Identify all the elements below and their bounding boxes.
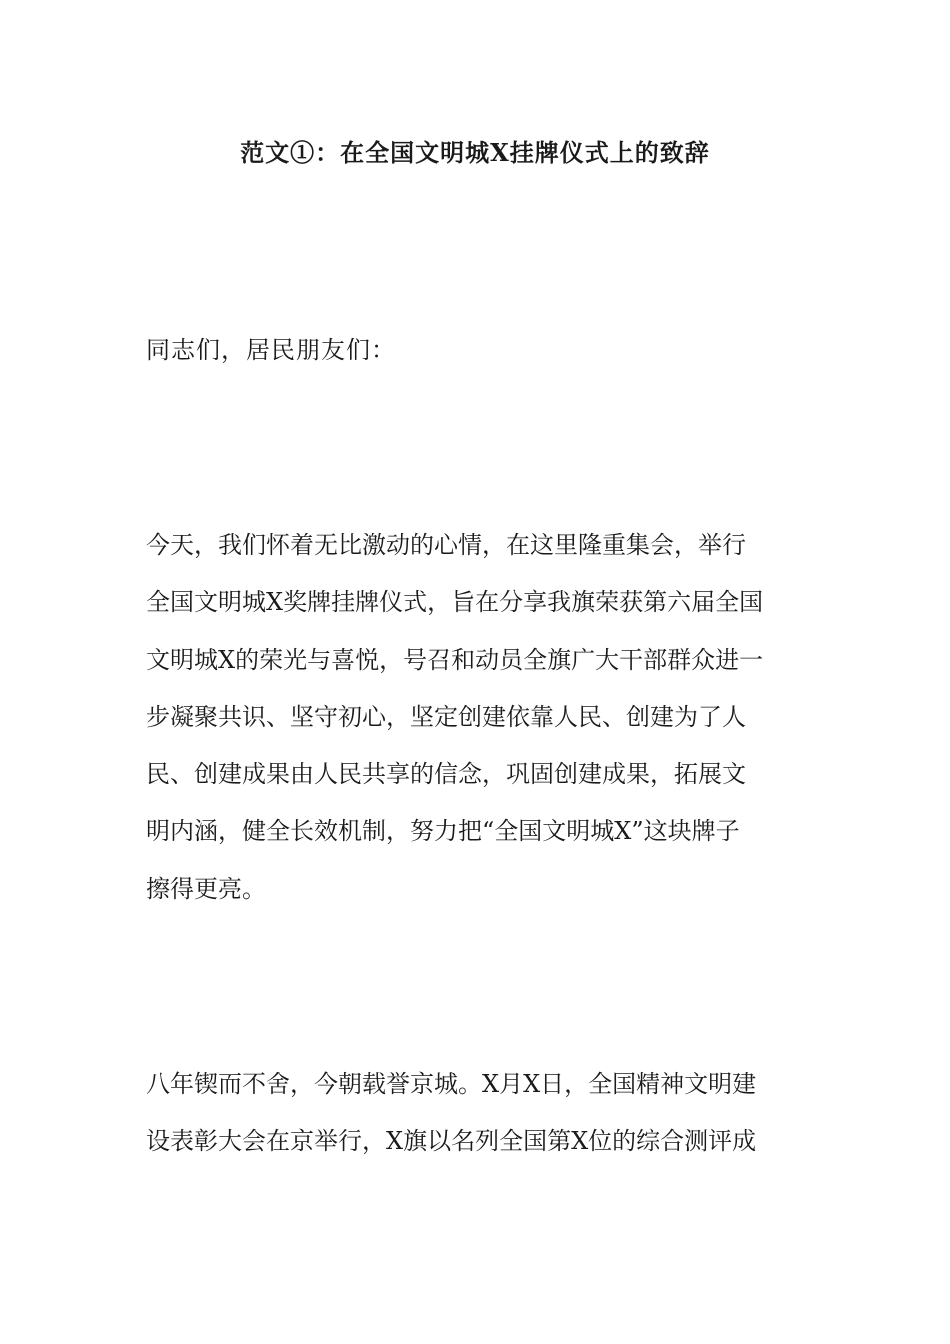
paragraph-line: 文明城X的荣光与喜悦，号召和动员全旗广大干部群众进一 — [146, 645, 764, 674]
paragraph-line: 擦得更亮。 — [146, 874, 266, 903]
paragraph-line: 今天，我们怀着无比激动的心情，在这里隆重集会，举行 — [146, 531, 746, 559]
paragraph-line: 民、创建成果由人民共享的信念，巩固创建成果，拓展文 — [146, 760, 746, 789]
paragraph-line: 设表彰大会在京举行，X旗以名列全国第X位的综合测评成 — [146, 1127, 757, 1156]
paragraph-line: 步凝聚共识、坚守初心，坚定创建依靠人民、创建为了人 — [146, 702, 746, 731]
document-title: 范文①：在全国文明城X挂牌仪式上的致辞 — [240, 138, 710, 167]
paragraph-line: 明内涵，健全长效机制，努力把“全国文明城X”这块牌子 — [146, 817, 740, 846]
paragraph-line: 全国文明城X奖牌挂牌仪式，旨在分享我旗荣获第六届全国 — [146, 588, 764, 617]
paragraph-line: 八年锲而不舍，今朝载誉京城。X月X日，全国精神文明建 — [146, 1070, 757, 1098]
paragraph-1 — [146, 527, 808, 928]
salutation: 同志们，居民朋友们： — [146, 336, 396, 364]
paragraph-2 — [146, 1066, 808, 1181]
